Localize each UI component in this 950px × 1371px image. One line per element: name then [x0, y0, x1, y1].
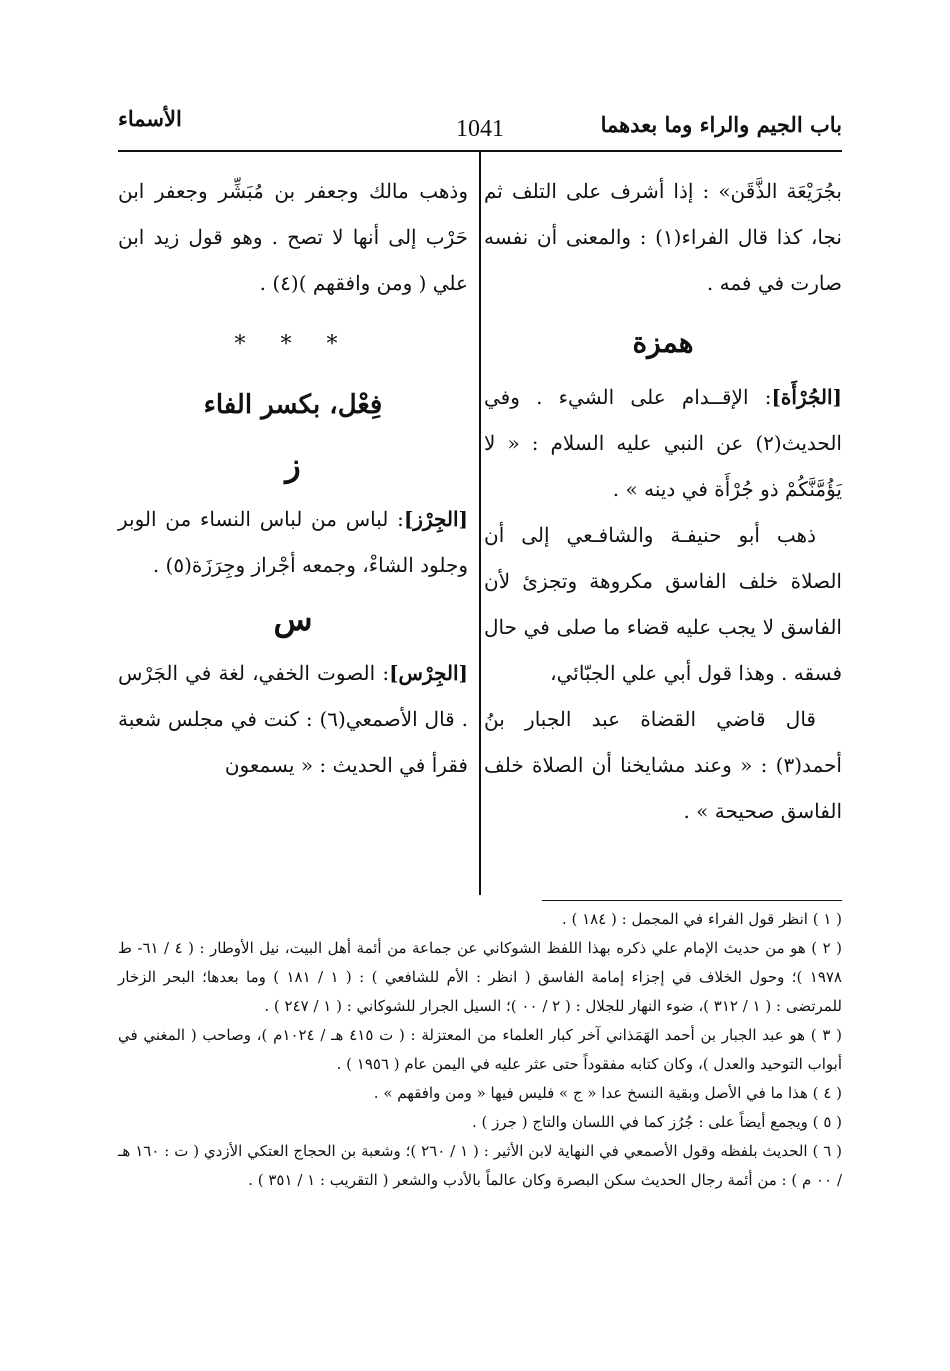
footnote-4: ( ٤ ) هذا ما في الأصل وبقية النسخ عدا « ج » فليس فيها « ومن وافقهم » . [373, 1084, 842, 1102]
column-divider [479, 150, 481, 895]
entry-text: : الإقــدام على الشيء . وفي الحديث(٢) عن النبي عليه السلام : « لا يَؤُمَّنَّكُمْ ذو جُرْأَة في دينه » . [484, 385, 842, 501]
footnote-6: ( ٦ ) الحديث بلفظه وقول الأصمعي في النهاية لابن الأثير : ( ١ / ٢٦٠ )؛ وشعبة بن الحجاج العتكي الأزدي ( ت : ١٦٠ هـ / ٠٠ م ) : من أئمة رجال الحديث سكن البصرة وكان عالماً بالأدب والشعر ( التقريب : ١ / ٣٥١ ) . [118, 1142, 843, 1189]
right-column [484, 168, 842, 888]
separator-stars: * * * [234, 332, 352, 357]
page-number: 1041 [456, 116, 504, 142]
entry-jurah [484, 374, 842, 512]
left-column [118, 168, 468, 888]
paragraph-malik: وذهب مالك وجعفر بن مُبَشِّر وجعفر ابن حَرْب إلى أنها لا تصح . وهو قول زيد ابن علي ( ومن وافقهم )(٤) . [118, 179, 468, 295]
heading-hamza: همزة [632, 326, 694, 359]
entry-jirs [118, 650, 468, 788]
paragraph-abd-al-jabbar: قال قاضي القضاة عبد الجبار بنُ أحمد(٣) : « وعند مشايخنا أن الصلاة خلف الفاسق صحيحة » . [484, 707, 842, 823]
footnotes [118, 900, 842, 1195]
footnote-5: ( ٥ ) ويجمع أيضاً على : جُرُز كما في اللسان والتاج ( جرز ) . [472, 1113, 842, 1131]
footnote-2: ( ٢ ) هو من حديث الإمام علي ذكره بهذا اللفظ الشوكاني عن جماعة من أئمة أهل البيت، نيل الأوطار : ( ٤ / ٦١- ط ١٩٧٨ )؛ وحول الخلاف في إجزاء إمامة الفاسق ( انظر : الأم للشافعي ) : ( ١ / ١٨١ ) وما بعدها؛ البحر الزخار للمرتضى : ( ١ / ٣١٢ )، ضوء النهار للجلال : ( ٢ / ٠٠ )؛ السيل الجرار للشوكاني : ( ١ / ٢٤٧ ) . [118, 939, 843, 1015]
entry-text: : الصوت الخفي، لغة في الجَرْس . قال الأصمعي(٦) : كنت في مجلس شعبة فقرأ في الحديث : « يسمعون [118, 661, 468, 777]
entry-keyword: [الجِرْز] [403, 507, 468, 531]
footnote-1: ( ١ ) انظر قول الفراء في المجمل : ( ١٨٤ ) . [561, 910, 842, 928]
footnote-rule [542, 900, 842, 901]
letter-zay: ز [285, 446, 301, 484]
heading-fil: فِعْل، بكسر الفاء [203, 390, 383, 420]
letter-sin: س [273, 600, 313, 638]
entry-jirz [118, 496, 468, 588]
entry-keyword: [الجِرْس] [389, 661, 468, 685]
entry-text: : لباس من لباس النساء من الوبر وجلود الشاءْ، وجمعه أجْراز وجِرَزَة(٥) . [118, 507, 468, 577]
paragraph-jurayah: بجُرَيْعَة الذَّقَن» : إذا أشرف على التلف ثم نجا، كذا قال الفراء(١) : والمعنى أن نفسه صارت في فمه . [484, 179, 842, 295]
entry-keyword: [الجُرْأَة] [771, 385, 842, 409]
footnote-3: ( ٣ ) هو عبد الجبار بن أحمد الهَمَذاني آخر كبار العلماء من المعتزلة : ( ت ٤١٥ هـ / ١٠٢٤م )، وصاحب ( المغني في أبواب التوحيد والعدل )، وكان كتابه مفقوداً حتى عثر عليه في اليمن عام ( ١٩٥٦ ) . [118, 1026, 842, 1073]
paragraph-abu-hanifa: ذهب أبو حنيفـة والشافـعي إلى أن الصلاة خلف الفاسق مكروهة وتجزئ لأن الفاسق لا يجب عليه قضاء ما صلى في حال فسقه . وهذا قول أبي علي الجبّائي، [484, 523, 842, 685]
chapter-title: باب الجيم والراء وما بعدهما [600, 112, 842, 137]
section-title: الأسماء [118, 106, 182, 131]
page-header [118, 104, 842, 152]
